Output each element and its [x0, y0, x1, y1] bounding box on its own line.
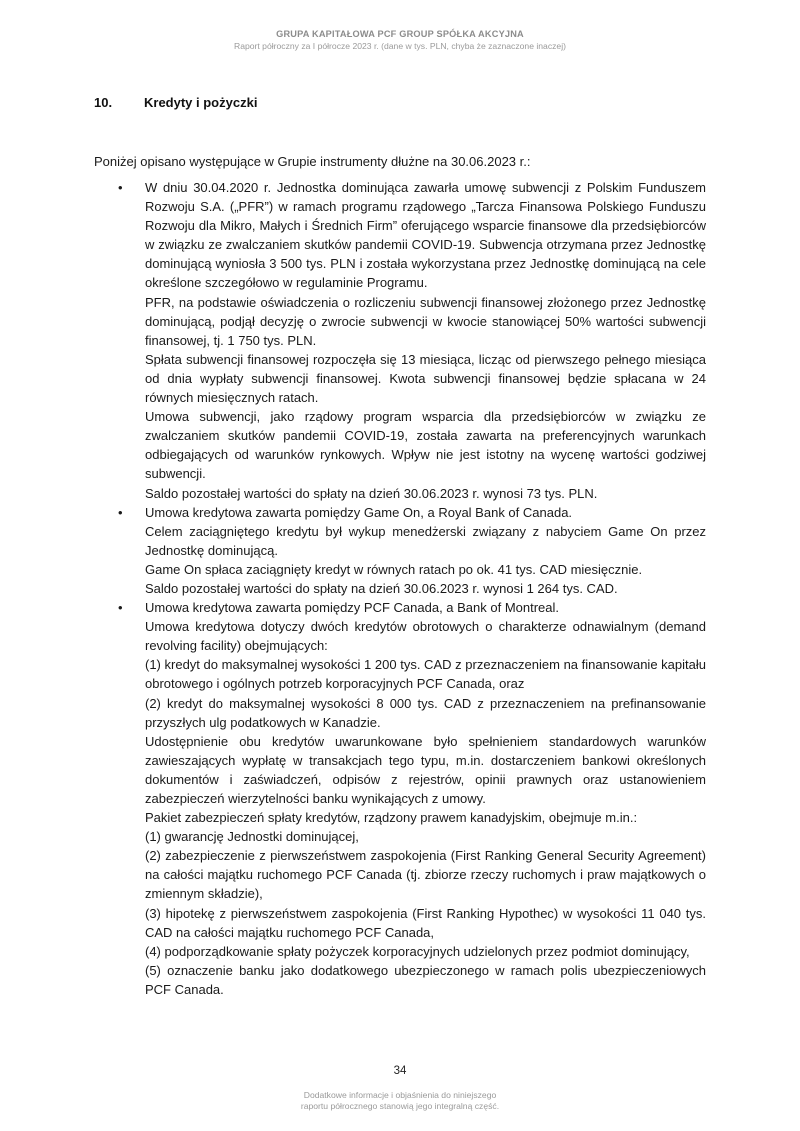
- page-header: [0, 28, 800, 52]
- section-heading: [94, 95, 257, 110]
- paragraph: Umowa subwencji, jako rządowy program wsparcia dla przedsiębiorców w związku ze zwalczaniem skutków pandemii COVID-19, została zawarta na preferencyjnych warunkach odbiegających od warunków rynkowych. Wpływ nie jest istotny na wycenę wartości godziwej subwencji.: [145, 409, 706, 482]
- paragraph: Saldo pozostałej wartości do spłaty na dzień 30.06.2023 r. wynosi 1 264 tys. CAD.: [145, 580, 618, 596]
- paragraph: (2) zabezpieczenie z pierwszeństwem zaspokojenia (First Ranking General Security Agreement) na całości majątku ruchomego PCF Canada (tj. zbiorze rzeczy ruchomych i praw majątkowych o zmiennym składzie),: [145, 848, 706, 902]
- paragraph: Spłata subwencji finansowej rozpoczęła się 13 miesiąca, licząc od pierwszego pełnego miesiąca od dnia wypłaty subwencji finansowej. Kwota subwencji finansowej będzie spłacana w 24 równych miesięcznych ratach.: [145, 351, 706, 406]
- paragraph: Umowa kredytowa dotyczy dwóch kredytów obrotowych o charakterze odnawialnym (demand revolving facility) obejmujących:: [145, 619, 706, 654]
- report-subtitle: Raport półroczny za I półrocze 2023 r. (dane w tys. PLN, chyba że zaznaczone inaczej): [234, 41, 566, 51]
- bullet-icon: •: [118, 600, 123, 616]
- footer-note-line-1: Dodatkowe informacje i objaśnienia do niniejszego: [303, 1090, 497, 1100]
- paragraph: PFR, na podstawie oświadczenia o rozliczeniu subwencji finansowej złożonego przez Jednostkę dominującą, podjął decyzję o zwrocie subwencji w kwocie stanowiącej 50% wartości subwencji finansowej, tj. 1 750 tys. PLN.: [145, 294, 706, 348]
- list-item-pcf-canada-loan: [94, 598, 706, 999]
- paragraph: Game On spłaca zaciągnięty kredyt w równych ratach po ok. 41 tys. CAD miesięcznie.: [145, 561, 643, 577]
- intro-paragraph: Poniżej opisano występujące w Grupie instrumenty dłużne na 30.06.2023 r.:: [94, 154, 531, 169]
- paragraph: (1) kredyt do maksymalnej wysokości 1 200 tys. CAD z przeznaczeniem na finansowanie kapitału obrotowego i ogólnych potrzeb korporacyjnych PCF Canada, oraz: [145, 657, 706, 692]
- section-number: 10.: [94, 95, 113, 110]
- paragraph: Udostępnienie obu kredytów uwarunkowane było spełnieniem standardowych warunków zawieszających wypłatę w transakcjach tego typu, m.in. dostarczeniem bankowi określonych dokumentów i zaświadczeń, odpisów z rejestrów, opinii prawnych oraz ustanowieniem zabezpieczeń wierzytelności banku wynikających z umowy.: [145, 733, 706, 806]
- paragraph: Umowa kredytowa zawarta pomiędzy Game On, a Royal Bank of Canada.: [145, 504, 573, 520]
- paragraph: Saldo pozostałej wartości do spłaty na dzień 30.06.2023 r. wynosi 73 tys. PLN.: [145, 485, 598, 501]
- list-item-pfr-subsidy: [94, 178, 706, 503]
- paragraph: Celem zaciągniętego kredytu był wykup menedżerski związany z nabyciem Game On przez Jednostkę dominującą.: [145, 523, 706, 558]
- bullet-icon: •: [118, 180, 123, 195]
- list-item-game-on-loan: [94, 503, 706, 598]
- bullet-icon: •: [118, 504, 123, 520]
- page-number: 34: [393, 1065, 407, 1077]
- footer-note-line-2: raportu półrocznego stanowią jego integralną część.: [300, 1101, 500, 1111]
- page-footer: [0, 1064, 800, 1112]
- paragraph: (5) oznaczenie banku jako dodatkowego ubezpieczonego w ramach polis ubezpieczeniowych PCF Canada.: [145, 962, 706, 997]
- debt-instruments-list: [94, 178, 706, 999]
- company-name: GRUPA KAPITAŁOWA PCF GROUP SPÓŁKA AKCYJNA: [276, 29, 524, 39]
- paragraph: Pakiet zabezpieczeń spłaty kredytów, rządzony prawem kanadyjskim, obejmuje m.in.:: [145, 810, 638, 826]
- paragraph: (3) hipotekę z pierwszeństwem zaspokojenia (First Ranking Hypothec) w wysokości 11 040 tys. CAD na całości majątku ruchomego PCF Canada,: [145, 905, 706, 940]
- paragraph: (1) gwarancję Jednostki dominującej,: [145, 829, 359, 845]
- paragraph: Umowa kredytowa zawarta pomiędzy PCF Canada, a Bank of Montreal.: [145, 600, 560, 616]
- section-title: Kredyty i pożyczki: [144, 95, 258, 110]
- paragraph: W dniu 30.04.2020 r. Jednostka dominująca zawarła umowę subwencji z Polskim Funduszem Rozwoju S.A. („PFR”) w ramach programu rządowego „Tarcza Finansowa Polskiego Funduszu Rozwoju dla Mikro, Małych i Średnich Firm” oferującego wsparcie finansowe dla przedsiębiorców w związku ze zwalczaniem skutków pandemii COVID-19. Subwencja otrzymana przez Jednostkę dominującą wyniosła 3 500 tys. PLN i została wykorzystana przez Jednostkę dominującą na cele określone szczegółowo w regulaminie Programu.: [145, 180, 706, 291]
- paragraph: (4) podporządkowanie spłaty pożyczek korporacyjnych udzielonych przez podmiot dominujący,: [145, 943, 690, 959]
- paragraph: (2) kredyt do maksymalnej wysokości 8 000 tys. CAD z przeznaczeniem na prefinansowanie przyszłych ulg podatkowych w Kanadzie.: [145, 695, 706, 730]
